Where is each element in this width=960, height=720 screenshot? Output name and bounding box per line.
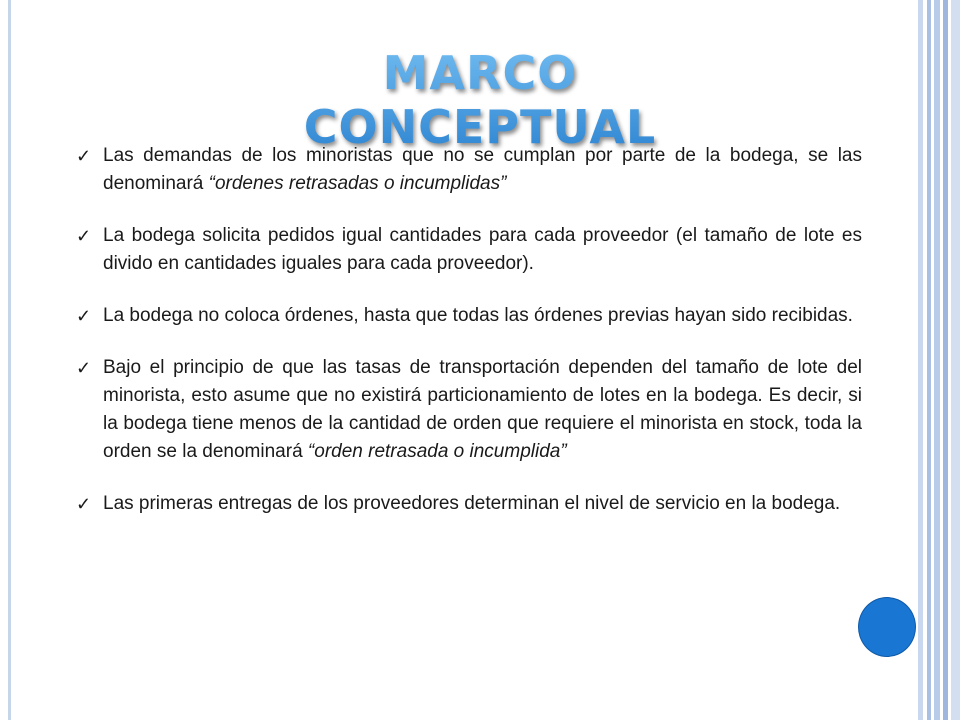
bullet-italic-term: “ordenes retrasadas o incumplidas” [208, 173, 507, 194]
check-mark-icon: ✓ [76, 358, 92, 378]
bullet-text: Las demandas de los minoristas que no se cumplan por parte de la bodega, se las denominará [103, 145, 862, 194]
bullet-item [76, 302, 862, 330]
check-mark-icon: ✓ [76, 494, 92, 514]
bullet-italic-term: “orden retrasada o incumplida” [307, 441, 567, 462]
bullet-item [76, 354, 862, 466]
bullet-text: Las primeras entregas de los proveedores determinan el nivel de servicio en la bodega. [103, 493, 841, 514]
bullet-item [76, 490, 862, 518]
stripe [951, 0, 960, 720]
check-mark-icon: ✓ [76, 226, 92, 246]
bullet-text: La bodega no coloca órdenes, hasta que todas las órdenes previas hayan sido recibidas. [103, 305, 853, 326]
decorative-blue-circle [858, 597, 916, 657]
stripe [927, 0, 931, 720]
bullet-item [76, 142, 862, 198]
slide-title: MARCO CONCEPTUAL [200, 46, 760, 154]
bullet-item [76, 222, 862, 278]
left-frame-line [8, 0, 11, 720]
check-mark-icon: ✓ [76, 146, 92, 166]
bullet-text: Bajo el principio de que las tasas de transportación dependen del tamaño de lote del minorista, esto asume que no existirá particionamiento de lotes en la bodega. Es decir, si la bodega tiene menos de la cantidad de orden que requiere el minorista en stock, toda la orden se la denominará [103, 357, 862, 462]
stripe [934, 0, 940, 720]
stripe [918, 0, 923, 720]
bullet-text: La bodega solicita pedidos igual cantidades para cada proveedor (el tamaño de lote es divido en cantidades iguales para cada proveedor). [103, 225, 862, 274]
bullet-list [76, 142, 862, 542]
stripe [943, 0, 948, 720]
check-mark-icon: ✓ [76, 306, 92, 326]
